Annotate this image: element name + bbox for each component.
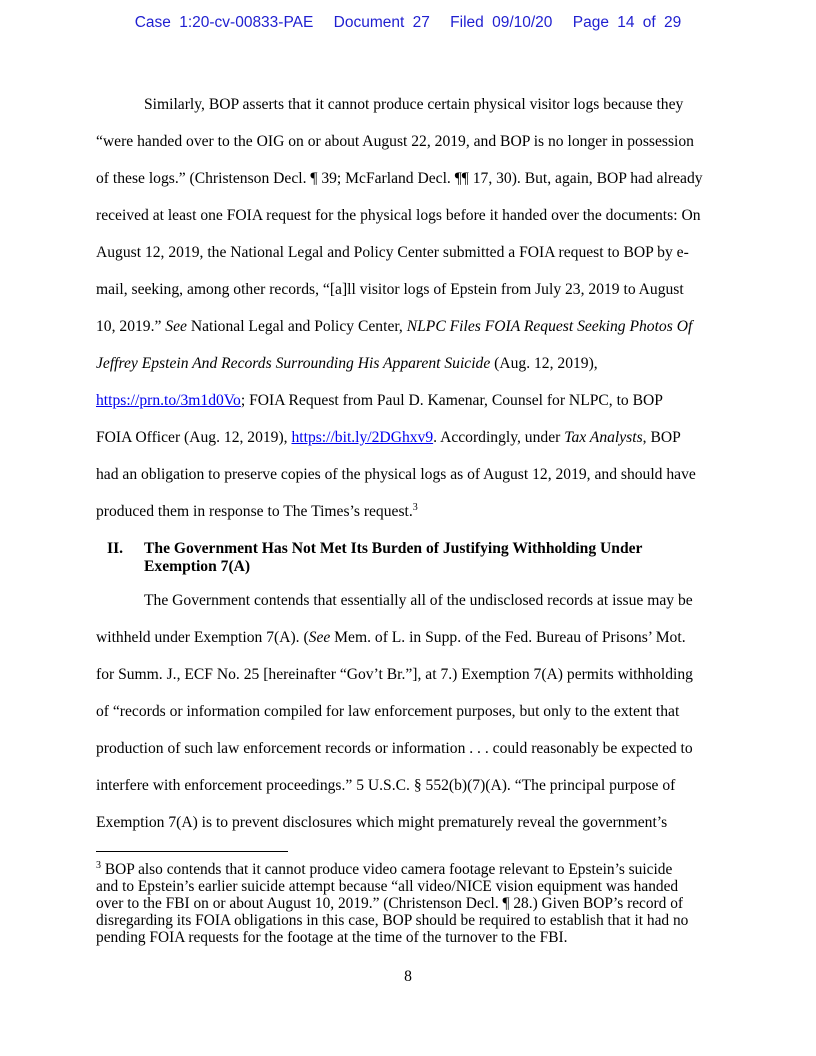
text-line: Exemption 7(A) is to prevent disclosures which might prematurely reveal the government’s bbox=[96, 814, 668, 831]
article-title: NLPC Files FOIA Request Seeking Photos Of bbox=[406, 318, 693, 335]
text-line: of “records or information compiled for law enforcement purposes, but only to the extent that bbox=[96, 703, 680, 720]
text-line: produced them in response to The Times’s request.$^3$ bbox=[96, 501, 418, 520]
document-number: Document 27 bbox=[333, 14, 430, 31]
bitly-link[interactable]: https://bit.ly/2DGhxv9 bbox=[291, 429, 434, 446]
footnote-line: and to Epstein’s earlier suicide attempt because “all video/NICE vision equipment was handed bbox=[96, 878, 679, 895]
filed-date: Filed 09/10/20 bbox=[450, 14, 553, 31]
ecf-header bbox=[0, 14, 816, 32]
text-line: of these logs.” (Christenson Decl. ¶ 39; McFarland Decl. ¶¶ 17, 30). But, again, BOP had already bbox=[96, 170, 703, 187]
footnote-line: over to the FBI on or about August 10, 2019.” (Christenson Decl. ¶ 28.) Given BOP’s record of bbox=[96, 895, 684, 912]
text-line: Jeffrey Epstein And Records Surrounding His Apparent Suicide (Aug. 12, 2019), bbox=[96, 355, 598, 372]
footnote-line: disregarding its FOIA obligations in this case, BOP should be required to establish that it had no bbox=[96, 912, 689, 929]
text-line: “were handed over to the OIG on or about August 22, 2019, and BOP is no longer in possession bbox=[96, 133, 694, 150]
text-line: August 12, 2019, the National Legal and Policy Center submitted a FOIA request to BOP by e- bbox=[96, 244, 689, 261]
text-line: for Summ. J., ECF No. 25 [hereinafter “Gov’t Br.”], at 7.) Exemption 7(A) permits withholding bbox=[96, 666, 693, 683]
footnote-line: pending FOIA requests for the footage at the time of the turnover to the FBI. bbox=[96, 929, 568, 946]
text-line: received at least one FOIA request for the physical logs before it handed over the documents: On bbox=[96, 207, 701, 224]
section-number: II. bbox=[107, 540, 124, 557]
text-line: The Government contends that essentially all of the undisclosed records at issue may be bbox=[144, 592, 693, 609]
footnote-marker: 3 bbox=[96, 859, 101, 871]
footnote-line: $^3$ BOP also contends that it cannot produce video camera footage relevant to Epstein’s suicide bbox=[96, 859, 673, 878]
text-line: https://prn.to/3m1d0Vo; FOIA Request from Paul D. Kamenar, Counsel for NLPC, to BOP bbox=[96, 392, 663, 409]
article-title: Jeffrey Epstein And Records Surrounding His Apparent Suicide bbox=[96, 355, 491, 372]
page-number: 8 bbox=[404, 968, 412, 985]
case-name: Tax Analysts bbox=[564, 429, 643, 446]
text-line: withheld under Exemption 7(A). (See Mem. of L. in Supp. of the Fed. Bureau of Prisons’ Mot. bbox=[96, 629, 686, 646]
footnote-separator bbox=[96, 851, 288, 852]
page-of-total: Page 14 of 29 bbox=[572, 14, 682, 31]
text-line: production of such law enforcement records or information . . . could reasonably be expected to bbox=[96, 740, 693, 757]
prn-link[interactable]: https://prn.to/3m1d0Vo bbox=[96, 392, 241, 409]
text-line: 10, 2019.” See National Legal and Policy Center, NLPC Files FOIA Request Seeking Photos Of bbox=[96, 318, 693, 335]
text-line: had an obligation to preserve copies of the physical logs as of August 12, 2019, and should have bbox=[96, 466, 696, 483]
text-line: Similarly, BOP asserts that it cannot produce certain physical visitor logs because they bbox=[144, 96, 684, 113]
footnote-reference[interactable]: 3 bbox=[412, 501, 418, 513]
text-line: mail, seeking, among other records, “[a]ll visitor logs of Epstein from July 23, 2019 to August bbox=[96, 281, 684, 298]
section-heading: The Government Has Not Met Its Burden of Justifying Withholding Under Exemption 7(A) bbox=[144, 540, 643, 575]
text-line: interfere with enforcement proceedings.” 5 U.S.C. § 552(b)(7)(A). “The principal purpose of bbox=[96, 777, 676, 794]
text-line: FOIA Officer (Aug. 12, 2019), https://bit.ly/2DGhxv9. Accordingly, under Tax Analysts, BOP bbox=[96, 429, 681, 446]
case-number: Case 1:20-cv-00833-PAE bbox=[134, 14, 314, 31]
